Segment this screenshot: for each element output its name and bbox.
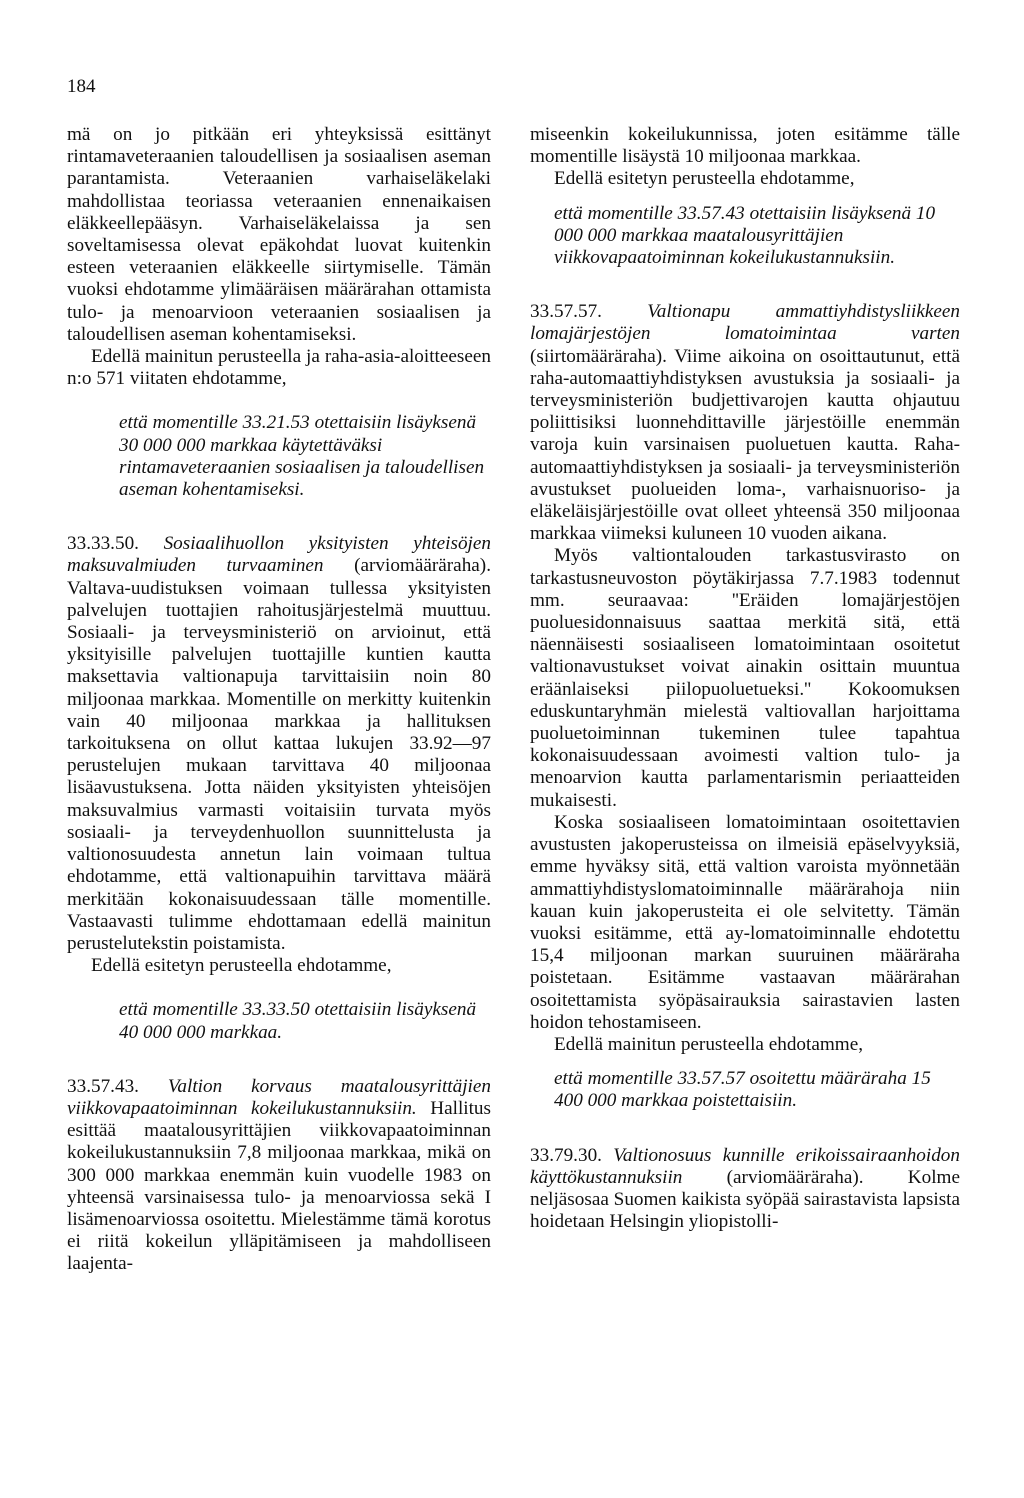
paragraph: Edellä esitetyn perusteella ehdotamme, bbox=[91, 955, 392, 977]
paragraph: Koska sosiaaliseen lomatoimintaan osoitettavien avustusten jakoperusteissa on ilmeisiä epäselvyyksiä, emme hyväksy sitä, että valtion varoista myönnetään ammattiyhdistyslomatoiminnalle määrärahoja niin kauan kuin jakoperusteita ei ole selvitetty. Tämän vuoksi esitämme, että ay-lomatoiminnalle ehdotettu 15,4 miljoonan markan suuruinen määräraha poistetaan. Esitämme vastaavan määrärahan osoitettamista syöpäsairauksia sairastavien lasten hoidon tehostamiseen. bbox=[530, 811, 960, 1033]
motion-quote: että momentille 33.57.57 osoitettu määräraha 15 400 000 markkaa poistettaisiin. bbox=[554, 1068, 931, 1112]
item-number: 33.57.43. bbox=[67, 1075, 139, 1097]
left-column bbox=[67, 124, 491, 1276]
item-title: Valtionosuus kunnille erikoissairaanhoidon käyttökustannuksiin bbox=[530, 1144, 960, 1188]
item-text: Hallitus esittää maatalousyrittäjien viikkovapaatoiminnan kokeilukustannuksiin 7,8 miljoonaa markkaa, mikä on 300 000 markkaa enemmän kuin vuodelle 1983 on yhteensä varsinaisessa tulo- ja menoarviossa sekä I lisämenoarviossa osoitettu. Mielestämme tämä korotus ei riitä kokeilun ylläpitämiseen ja mahdolliseen laajenta- bbox=[67, 1097, 491, 1275]
item-text: (siirtomääräraha). Viime aikoina on osoittautunut, että raha-automaattiyhdistyksen avustuksia ja sosiaali- ja terveysministeriön budjettivarojen kautta ohjautuu poliittisiksi luonnehdittaville järjestöille enemmän varoja kuin varsinaisen puoluetuen kautta. Raha-automaattiyhdistyksen ja sosiaali- ja terveysministeriön avustukset puolueiden loma-, varhaisnuoriso- ja eläkeläisjärjestöille ovat olleet yhteensä 350 miljoonaa markkaa viimeksi kuluneen 10 vuoden aikana. bbox=[530, 345, 960, 545]
motion-quote: että momentille 33.21.53 otettaisiin lisäyksenä 30 000 000 markkaa käytettäväksi rintamaveteraanien sosiaalisen ja taloudellisen aseman kohentamiseksi. bbox=[119, 412, 485, 501]
item-text: (arviomääräraha). Valtava-uudistuksen voimaan tullessa yksityisten palvelujen tuottajien rahoitusjärjestelmä muuttuu. Sosiaali- ja terveysministeriö on arvioinut, että yksityisille palvelujen tuottajille kuntien kautta maksettavia valtionapuja tarvittaisiin noin 80 miljoonaa markkaa. Momentille on merkitty kuitenkin vain 40 miljoonaa markkaa ja hallituksen tarkoituksena on ollut kattaa lukujen 33.92—97 perustelujen mukaan tarvittava 40 miljoonaa lisäavustuksena. Jotta näiden yksityisten yhteisöjen maksuvalmius varmasti voitaisiin turvata myös sosiaali- ja terveydenhuollon suunnittelusta ja valtionosuudesta annetun lain voimaan tultua ehdotamme, että valtionapuihin tarvittava määrä merkitään kokonaisuudessaan tälle momentille. Vastaavasti tulimme ehdottamaan edellä mainitun perustelutekstin poistamista. bbox=[67, 555, 491, 954]
item-title: Sosiaalihuollon yksityisten yhteisöjen maksuvalmiuden turvaaminen bbox=[67, 533, 491, 577]
item-title: Valtionapu ammattiyhdistysliikkeen lomajärjestöjen lomatoimintaa varten bbox=[530, 301, 960, 345]
right-column bbox=[530, 124, 960, 1233]
item-number: 33.79.30. bbox=[530, 1144, 602, 1166]
paragraph: Edellä mainitun perusteella ja raha-asia-aloitteeseen n:o 571 viitaten ehdotamme, bbox=[67, 346, 491, 390]
paragraph: mä on jo pitkään eri yhteyksissä esittänyt rintamaveteraanien taloudellisen ja sosiaalisen aseman parantamista. Veteraanien varhaiseläkelaki mahdollistaa teoriassa veteraanien ennenaikaisen eläkkeellepääsyn. Varhaiseläkelaissa ja sen soveltamisessa olevat epäkohdat luovat kuitenkin esteen veteraanien eläkkeelle siirtymiselle. Tämän vuoksi ehdotamme ylimääräisen määrärahan ottamista tulo- ja menoarvioon veteraanien sosiaalisen ja taloudellisen aseman kohentamiseksi. bbox=[67, 124, 491, 345]
budget-item bbox=[67, 1076, 491, 1276]
motion-quote: että momentille 33.33.50 otettaisiin lisäyksenä 40 000 000 markkaa. bbox=[119, 999, 477, 1043]
item-number: 33.57.57. bbox=[530, 301, 602, 323]
paragraph: Edellä esitetyn perusteella ehdotamme, bbox=[554, 168, 855, 190]
page-number: 184 bbox=[67, 76, 96, 97]
item-number: 33.33.50. bbox=[67, 533, 139, 555]
paragraph: Myös valtiontalouden tarkastusvirasto on tarkastusneuvoston pöytäkirjassa 7.7.1983 todennut mm. seuraavaa: ''Eräiden lomajärjestöjen puoluesidonnaisuus saattaa merkitä sitä, että näennäisesti sosiaaliseen lomatoimintaan osoitetut valtionavustukset voivat ainakin osittain muuntua eräänlaiseksi piilopuoluetueksi.'' Kokoomuksen eduskuntaryhmän mielestä valtiovallan harjoittama puoluetoiminnan tukeminen tulee tapahtua kokonaisuudessaan avoimesti valtion tulo- ja menoarvion kautta parlamentarismin periaatteiden mukaisesti. bbox=[530, 545, 960, 811]
budget-item bbox=[67, 533, 491, 955]
item-text: (arviomääräraha). Kolme neljäsosaa Suomen kaikista syöpää sairastavista lapsista hoidetaan Helsingin yliopistolli- bbox=[530, 1166, 961, 1233]
item-title: Valtion korvaus maatalousyrittäjien viikkovapaatoiminnan kokeilukustannuksiin. bbox=[67, 1075, 491, 1119]
paragraph: Edellä mainitun perusteella ehdotamme, bbox=[554, 1033, 864, 1055]
budget-item bbox=[530, 1145, 960, 1234]
budget-item bbox=[530, 301, 960, 545]
paragraph: miseenkin kokeilukunnissa, joten esitämme tälle momentille lisäystä 10 miljoonaa markkaa. bbox=[530, 124, 960, 168]
motion-quote: että momentille 33.57.43 otettaisiin lisäyksenä 10 000 000 markkaa maatalousyrittäjien viikkovapaatoiminnan kokeilukustannuksiin. bbox=[554, 202, 936, 269]
